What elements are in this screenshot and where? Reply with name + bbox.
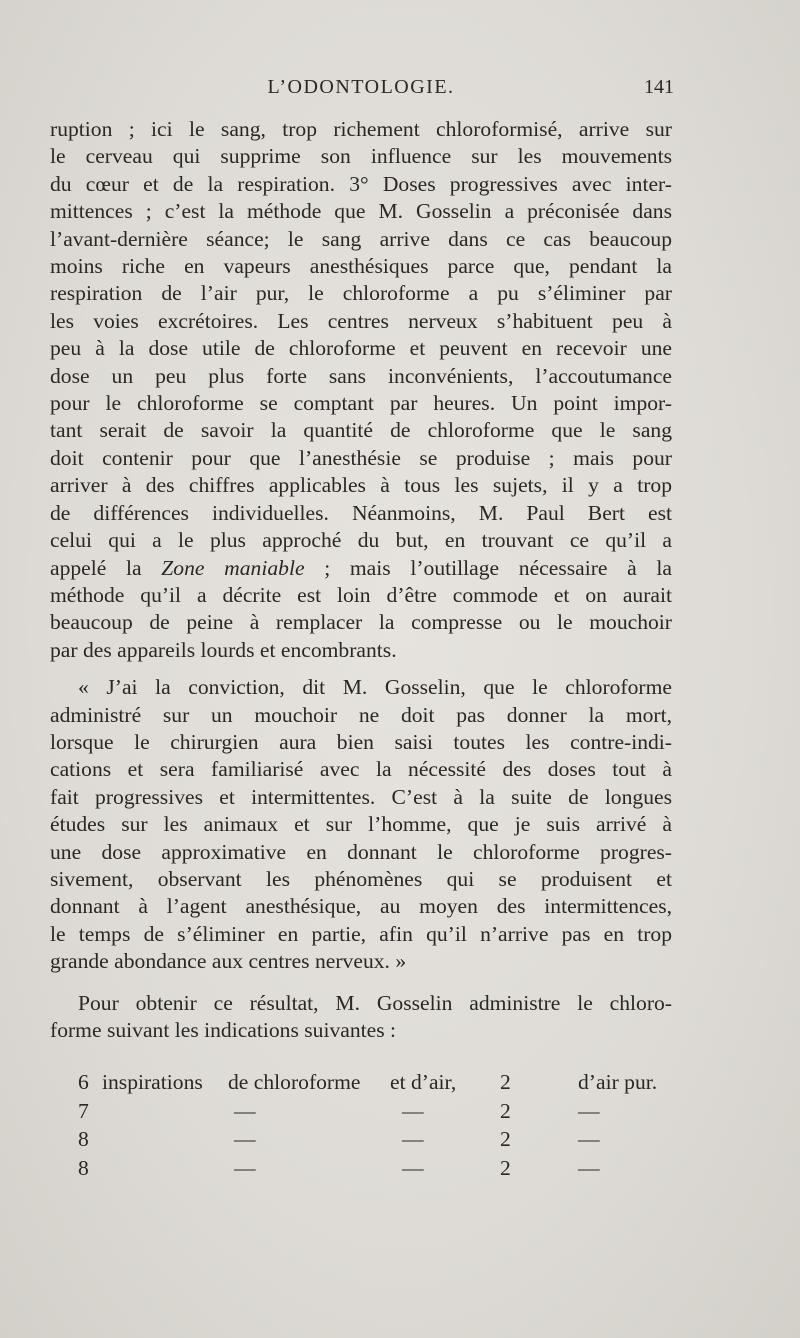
pure-air-label: — <box>578 1127 600 1151</box>
text-line: administré sur un mouchoir ne doit pas donner la mort, <box>50 702 672 727</box>
text-line: fait progressives et intermittentes. C’est à la suite de longues <box>50 784 672 809</box>
text-line <box>50 555 672 582</box>
table-row <box>78 1068 658 1097</box>
text-line: l’avant-dernière séance; le sang arrive dans ce cas beaucoup <box>50 226 672 251</box>
text-line: méthode qu’il a décrite est loin d’être commode et on aurait <box>50 582 672 607</box>
text-line: de différences individuelles. Néanmoins, M. Paul Bert est <box>50 500 672 525</box>
text-fragment: appelé la <box>50 555 142 580</box>
text-line: arriver à des chiffres applicables à tous les sujets, il y a trop <box>50 473 672 498</box>
pure-air-label: — <box>578 1155 600 1180</box>
text-line: par des appareils lourds et encombrants. <box>50 637 397 662</box>
dosage-table <box>78 1068 658 1182</box>
body-text <box>50 116 672 1044</box>
pure-air-count: 2 <box>500 1098 511 1123</box>
table-row <box>78 1154 638 1183</box>
pure-air-label: — <box>578 1098 600 1123</box>
text-line: respiration de l’air pur, le chloroforme a pu s’éliminer par <box>50 281 672 306</box>
paragraph-1 <box>50 116 672 664</box>
chloroform-cell: de chloroforme <box>228 1070 361 1094</box>
running-title: L’ODONTOLOGIE. <box>267 76 455 98</box>
air-cell: — <box>402 1155 424 1180</box>
text-line: Pour obtenir ce résultat, M. Gosselin administre le chloro- <box>78 990 672 1015</box>
text-line: le temps de s’éliminer en partie, afin qu’il n’arrive pas en trop <box>50 921 672 946</box>
text-line: le cerveau qui supprime son influence sur les mouvements <box>50 144 672 169</box>
text-line: grande abondance aux centres nerveux. » <box>50 949 407 974</box>
air-cell: et d’air, <box>390 1070 457 1094</box>
text-line: études sur les animaux et sur l’homme, que je suis arrivé à <box>50 812 672 837</box>
text-fragment: ; mais l’outillage nécessaire à la <box>324 555 672 580</box>
text-line: forme suivant les indications suivantes : <box>50 1018 397 1042</box>
inspiration-count: 8 <box>78 1155 89 1180</box>
text-line: pour le chloroforme se comptant par heures. Un point impor- <box>50 391 672 416</box>
inspiration-count: 6 <box>78 1070 89 1094</box>
italic-term: Zone maniable <box>161 555 305 580</box>
table-row <box>78 1125 638 1154</box>
text-line: sivement, observant les phénomènes qui se produisent et <box>50 866 672 891</box>
text-line: tant serait de savoir la quantité de chloroforme que le sang <box>50 418 672 443</box>
pure-air-label: d’air pur. <box>578 1070 658 1094</box>
paragraph-2 <box>50 674 672 975</box>
pure-air-count: 2 <box>500 1155 511 1180</box>
text-line: cations et sera familiarisé avec la nécessité des doses tout à <box>50 757 672 782</box>
paragraph-3 <box>50 990 672 1045</box>
chloroform-cell: — <box>234 1155 256 1180</box>
table-row <box>78 1097 638 1126</box>
pure-air-count: 2 <box>500 1127 511 1151</box>
page-number: 141 <box>644 76 674 98</box>
text-line: dose un peu plus forte sans inconvénients, l’accoutumance <box>50 363 672 388</box>
text-line: peu à la dose utile de chloroforme et peuvent en recevoir une <box>50 336 672 361</box>
air-cell: — <box>402 1127 424 1151</box>
chloroform-cell: — <box>234 1127 256 1151</box>
text-line: « J’ai la conviction, dit M. Gosselin, que le chloroforme <box>78 675 672 700</box>
inspiration-count: 7 <box>78 1098 89 1123</box>
text-line: les voies excrétoires. Les centres nerveux s’habituent peu à <box>50 308 672 333</box>
text-line: une dose approximative en donnant le chloroforme progres- <box>50 839 672 864</box>
text-line: celui qui a le plus approché du but, en trouvant ce qu’il a <box>50 528 672 553</box>
chloroform-cell: — <box>234 1098 256 1123</box>
text-line: ruption ; ici le sang, trop richement chloroformisé, arrive sur <box>50 117 672 141</box>
inspiration-count: 8 <box>78 1127 89 1151</box>
text-line: beaucoup de peine à remplacer la compresse ou le mouchoir <box>50 610 672 635</box>
text-line: lorsque le chirurgien aura bien saisi toutes les contre-indi- <box>50 729 672 754</box>
inspiration-label: inspirations <box>102 1070 203 1094</box>
text-line: mittences ; c’est la méthode que M. Gosselin a préconisée dans <box>50 199 672 224</box>
text-line: moins riche en vapeurs anesthésiques parce que, pendant la <box>50 254 672 279</box>
pure-air-count: 2 <box>500 1070 511 1094</box>
text-line: du cœur et de la respiration. 3° Doses progressives avec inter- <box>50 171 672 196</box>
text-line: donnant à l’agent anesthésique, au moyen des intermittences, <box>50 894 672 919</box>
text-line: doit contenir pour que l’anesthésie se produise ; mais pour <box>50 445 672 470</box>
air-cell: — <box>402 1098 424 1123</box>
page-header <box>48 76 674 106</box>
